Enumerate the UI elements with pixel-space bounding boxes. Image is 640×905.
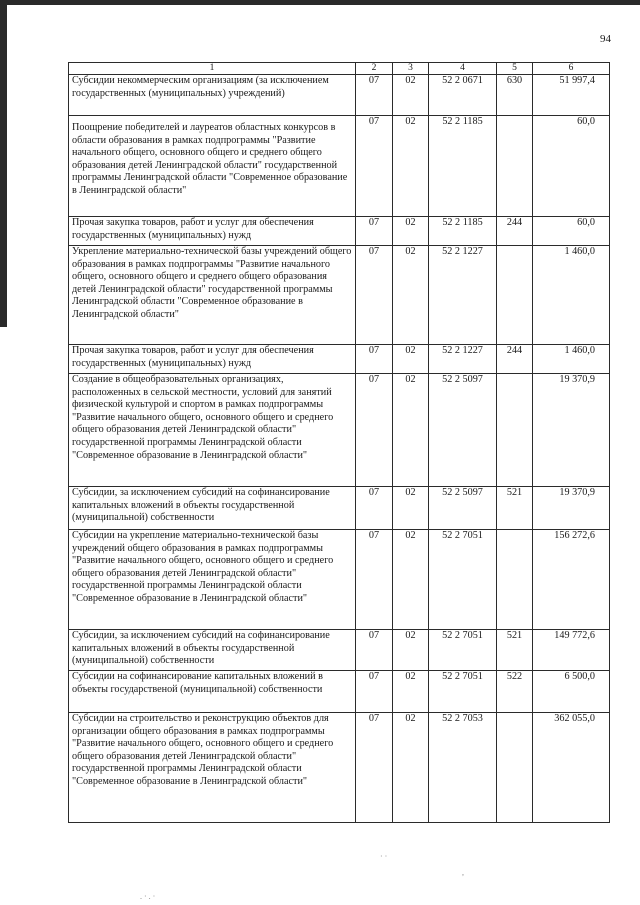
row-article: 52 2 7053 <box>429 713 497 823</box>
row-sum: 1 460,0 <box>533 345 610 374</box>
table-header-row <box>69 63 610 75</box>
row-expense-type: 522 <box>497 671 533 713</box>
row-section: 07 <box>356 630 393 671</box>
row-subsection: 02 <box>393 671 429 713</box>
row-sum: 149 772,6 <box>533 630 610 671</box>
row-section: 07 <box>356 345 393 374</box>
row-subsection: 02 <box>393 75 429 116</box>
row-subsection: 02 <box>393 530 429 630</box>
row-subsection: 02 <box>393 246 429 345</box>
table-row <box>69 345 610 374</box>
column-header: 5 <box>497 63 533 75</box>
row-sum: 51 997,4 <box>533 75 610 116</box>
row-article: 52 2 7051 <box>429 530 497 630</box>
scan-noise: . · . · <box>140 892 156 901</box>
row-subsection: 02 <box>393 217 429 246</box>
row-name: Субсидии некоммерческим организациям (за исключением государственных (муниципальных) учреждений) <box>69 75 356 116</box>
row-section: 07 <box>356 374 393 487</box>
row-expense-type <box>497 374 533 487</box>
row-section: 07 <box>356 116 393 217</box>
budget-table <box>68 62 610 823</box>
row-expense-type: 244 <box>497 345 533 374</box>
row-sum: 19 370,9 <box>533 374 610 487</box>
row-expense-type <box>497 116 533 217</box>
row-expense-type: 521 <box>497 630 533 671</box>
column-header: 4 <box>429 63 497 75</box>
row-sum: 60,0 <box>533 116 610 217</box>
row-expense-type <box>497 530 533 630</box>
row-section: 07 <box>356 530 393 630</box>
row-name: Прочая закупка товаров, работ и услуг для обеспечения государственных (муниципальных) нужд <box>69 217 356 246</box>
row-subsection: 02 <box>393 374 429 487</box>
row-article: 52 2 7051 <box>429 630 497 671</box>
row-article: 52 2 1185 <box>429 217 497 246</box>
row-name: Прочая закупка товаров, работ и услуг для обеспечения государственных (муниципальных) нужд <box>69 345 356 374</box>
row-name: Субсидии, за исключением субсидий на софинансирование капитальных вложений в объекты государственной (муниципальной) собственности <box>69 487 356 530</box>
row-subsection: 02 <box>393 713 429 823</box>
table-row <box>69 217 610 246</box>
row-expense-type: 630 <box>497 75 533 116</box>
row-section: 07 <box>356 75 393 116</box>
row-name: Субсидии, за исключением субсидий на софинансирование капитальных вложений в объекты государственной (муниципальной) собственности <box>69 630 356 671</box>
scan-border-top <box>0 0 640 5</box>
page-number: 94 <box>600 33 611 45</box>
row-section: 07 <box>356 246 393 345</box>
table-row <box>69 530 610 630</box>
table-row <box>69 374 610 487</box>
row-name: Укрепление материально-технической базы учреждений общего образования в рамках подпрограммы "Развитие начального общего, основного общего и среднего общего образования детей Ленинградской области" государственной программы Ленинградской области "Современное образование в Ленинградской области" <box>69 246 356 345</box>
row-section: 07 <box>356 671 393 713</box>
scan-noise: · · <box>380 852 388 861</box>
row-article: 52 2 1185 <box>429 116 497 217</box>
row-name: Поощрение победителей и лауреатов областных конкурсов в области образования в рамках подпрограммы "Развитие начального общего, основного общего и среднего общего образования детей Ленинградской области" государственной программы Ленинградской области "Современное образование в Ленинградской области" <box>69 116 356 217</box>
column-header: 1 <box>69 63 356 75</box>
table-row <box>69 116 610 217</box>
row-section: 07 <box>356 713 393 823</box>
row-expense-type <box>497 246 533 345</box>
row-subsection: 02 <box>393 345 429 374</box>
table-row <box>69 246 610 345</box>
row-name: Субсидии на софинансирование капитальных вложений в объекты государственой (муниципальной) собственности <box>69 671 356 713</box>
row-article: 52 2 1227 <box>429 246 497 345</box>
row-expense-type: 244 <box>497 217 533 246</box>
table-row <box>69 487 610 530</box>
column-header: 3 <box>393 63 429 75</box>
row-section: 07 <box>356 487 393 530</box>
row-sum: 60,0 <box>533 217 610 246</box>
table-row <box>69 630 610 671</box>
row-article: 52 2 7051 <box>429 671 497 713</box>
row-subsection: 02 <box>393 116 429 217</box>
row-sum: 156 272,6 <box>533 530 610 630</box>
column-header: 2 <box>356 63 393 75</box>
row-sum: 362 055,0 <box>533 713 610 823</box>
row-section: 07 <box>356 217 393 246</box>
column-header: 6 <box>533 63 610 75</box>
table-row <box>69 713 610 823</box>
row-name: Субсидии на строительство и реконструкцию объектов для организации общего образования в рамках подпрограммы "Развитие начального общего, основного общего и среднего общего образования детей Ленинградской области" государственной программы Ленинградской области "Современное образование в Ленинградской области" <box>69 713 356 823</box>
row-sum: 1 460,0 <box>533 246 610 345</box>
row-article: 52 2 0671 <box>429 75 497 116</box>
scan-border-left <box>0 5 7 327</box>
row-article: 52 2 5097 <box>429 374 497 487</box>
row-name: Создание в общеобразовательных организациях, расположенных в сельской местности, условий для занятий физической культурой и спортом в рамках подпрограммы "Развитие начального общего, основного общего и среднего общего образования детей Ленинградской области" государственной программы Ленинградской области "Современное образование в Ленинградской области" <box>69 374 356 487</box>
scan-noise: , <box>462 868 464 877</box>
row-expense-type: 521 <box>497 487 533 530</box>
row-sum: 19 370,9 <box>533 487 610 530</box>
row-sum: 6 500,0 <box>533 671 610 713</box>
row-article: 52 2 1227 <box>429 345 497 374</box>
row-name: Субсидии на укрепление материально-технической базы учреждений общего образования в рамках подпрограммы "Развитие начального общего, основного общего и среднего общего образования детей Ленинградской области" государственной программы Ленинградской области "Современное образование в Ленинградской области" <box>69 530 356 630</box>
row-subsection: 02 <box>393 487 429 530</box>
row-expense-type <box>497 713 533 823</box>
row-article: 52 2 5097 <box>429 487 497 530</box>
table-row <box>69 75 610 116</box>
row-subsection: 02 <box>393 630 429 671</box>
table-row <box>69 671 610 713</box>
